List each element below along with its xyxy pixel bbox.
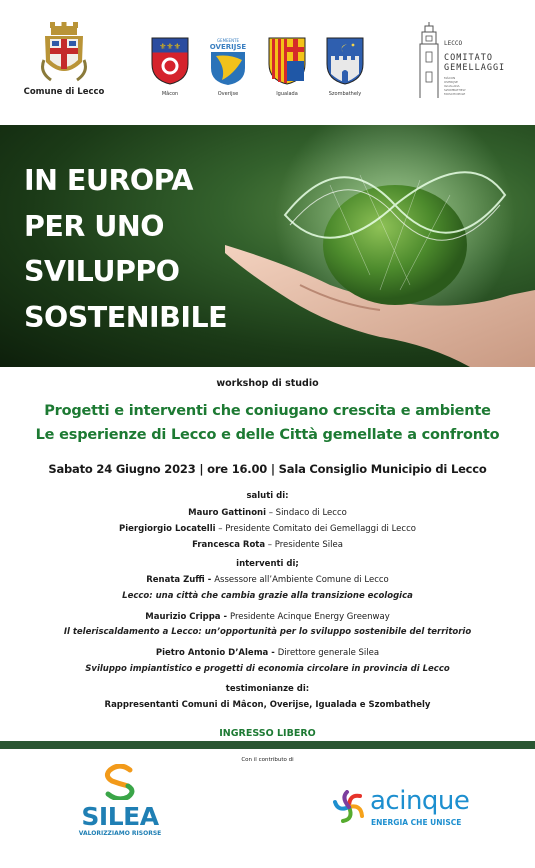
speaker-name: Francesca Rota [192,540,266,550]
interventi-item [0,648,535,658]
macon-label: Mâcon [161,91,179,97]
igualada-label: Igualada [276,91,298,97]
saluti-item [0,540,535,550]
speaker-name: Piergiorgio Locatelli [119,524,216,534]
comitato-member-list [444,76,466,96]
talk-title: Sviluppo impiantistico e progetti di economia circolare in provincia di Lecco [85,664,450,674]
hero-title-line: SOSTENIBILE [24,300,228,334]
town-overijse [203,36,253,97]
speaker-role: Assessore all’Ambiente Comune di Lecco [214,575,389,585]
comitato-city: LECCO [444,40,463,47]
acinque-tagline: ENERGIA CHE UNISCE [371,818,462,827]
comitato-member: MÂCON [444,76,456,80]
testimonianze-line: Rappresentanti Comuni di Mâcon, Overijse, Igualada e Szombathely [104,700,431,710]
saluti-item [0,508,535,518]
subtitle-1: Progetti e interventi che coniugano crescita e ambiente [44,403,491,419]
hero-title-line: SVILUPPO [24,255,180,288]
interventi-item [0,612,535,622]
divider-bar [0,741,535,749]
silea-name: SILEA [81,802,159,831]
comitato-gemellaggi-logo [416,22,516,98]
saluti-heading: saluti di: [246,491,289,501]
speaker-name: Pietro Antonio D’Alema - [155,648,278,658]
szombathely-coat-of-arms-icon [325,36,365,86]
speaker-role: Direttore generale Silea [277,648,380,658]
speaker-name: Mauro Gattinoni [188,508,267,518]
contributo-label: Con il contributo di [241,757,294,763]
overijse-coat-of-arms-icon [208,36,248,86]
comitato-title-line1: COMITATO [444,53,493,63]
silea-s-logo-icon [100,764,140,800]
town-macon [145,36,195,97]
acinque-swirl-logo-icon [332,790,366,824]
speaker-role: – Sindaco di Lecco [266,508,347,518]
date-line: Sabato 24 Giugno 2023 | ore 16.00 | Sala Consiglio Municipio di Lecco [48,462,487,476]
talk-title: Lecco: una città che cambia grazie alla transizione ecologica [122,591,413,601]
comitato-member: IGUALADA [444,84,460,88]
silea-tagline: VALORIZZIAMO RISORSE [78,830,162,837]
talk-title: Il teleriscaldamento a Lecco: un’opportunità per lo sviluppo sostenibile del territorio [63,627,472,637]
macon-coat-of-arms-icon [150,36,190,86]
comitato-member: OVERIJSE [444,80,458,84]
header-logos [0,0,535,125]
town-igualada [262,36,312,97]
comune-di-lecco-logo [22,22,106,97]
comune-di-lecco-label: Comune di Lecco [23,87,105,97]
silea-logo [74,764,166,837]
comitato-member: SZOMBATHELY [444,88,466,92]
speaker-name: Maurizio Crippa - [145,612,230,622]
hero-title-line: IN EUROPA [24,164,193,197]
lecco-crest-icon [39,22,89,84]
speaker-role: Presidente Acinque Energy Greenway [229,612,390,622]
comitato-member: MOSCHOPOLE [444,92,466,96]
speaker-role: – Presidente Comitato dei Gemellaggi di Lecco [215,524,416,534]
szombathely-label: Szombathely [328,91,362,97]
overijse-logo-text-2: OVERIJSE [209,43,247,51]
interventi-item [0,575,535,585]
hero-banner [0,125,535,367]
acinque-logo [332,786,492,830]
overijse-label: Overijse [217,91,239,97]
interventi-heading: interventi di; [236,559,299,569]
subtitle-2: Le esperienze di Lecco e delle Città gemellate a confronto [35,427,500,443]
speaker-name: Renata Zuffi - [146,575,215,585]
saluti-item [0,524,535,534]
acinque-name: acinque [370,786,470,816]
comitato-title-line2: GEMELLAGGI [444,63,506,73]
town-szombathely [320,36,370,97]
hero-title-line: PER UNO [24,209,164,243]
overijse-logo-text-1: GEMEENTE [216,38,240,43]
ingresso-libero: INGRESSO LIBERO [219,728,316,739]
tower-logo-icon [416,22,442,98]
workshop-label: workshop di studio [216,378,319,389]
speaker-role: – Presidente Silea [265,540,343,550]
testimonianze-heading: testimonianze di: [225,684,310,694]
igualada-coat-of-arms-icon [267,36,307,86]
hero-title [24,158,227,340]
svg-text:⚜⚜⚜: ⚜⚜⚜ [159,42,181,51]
